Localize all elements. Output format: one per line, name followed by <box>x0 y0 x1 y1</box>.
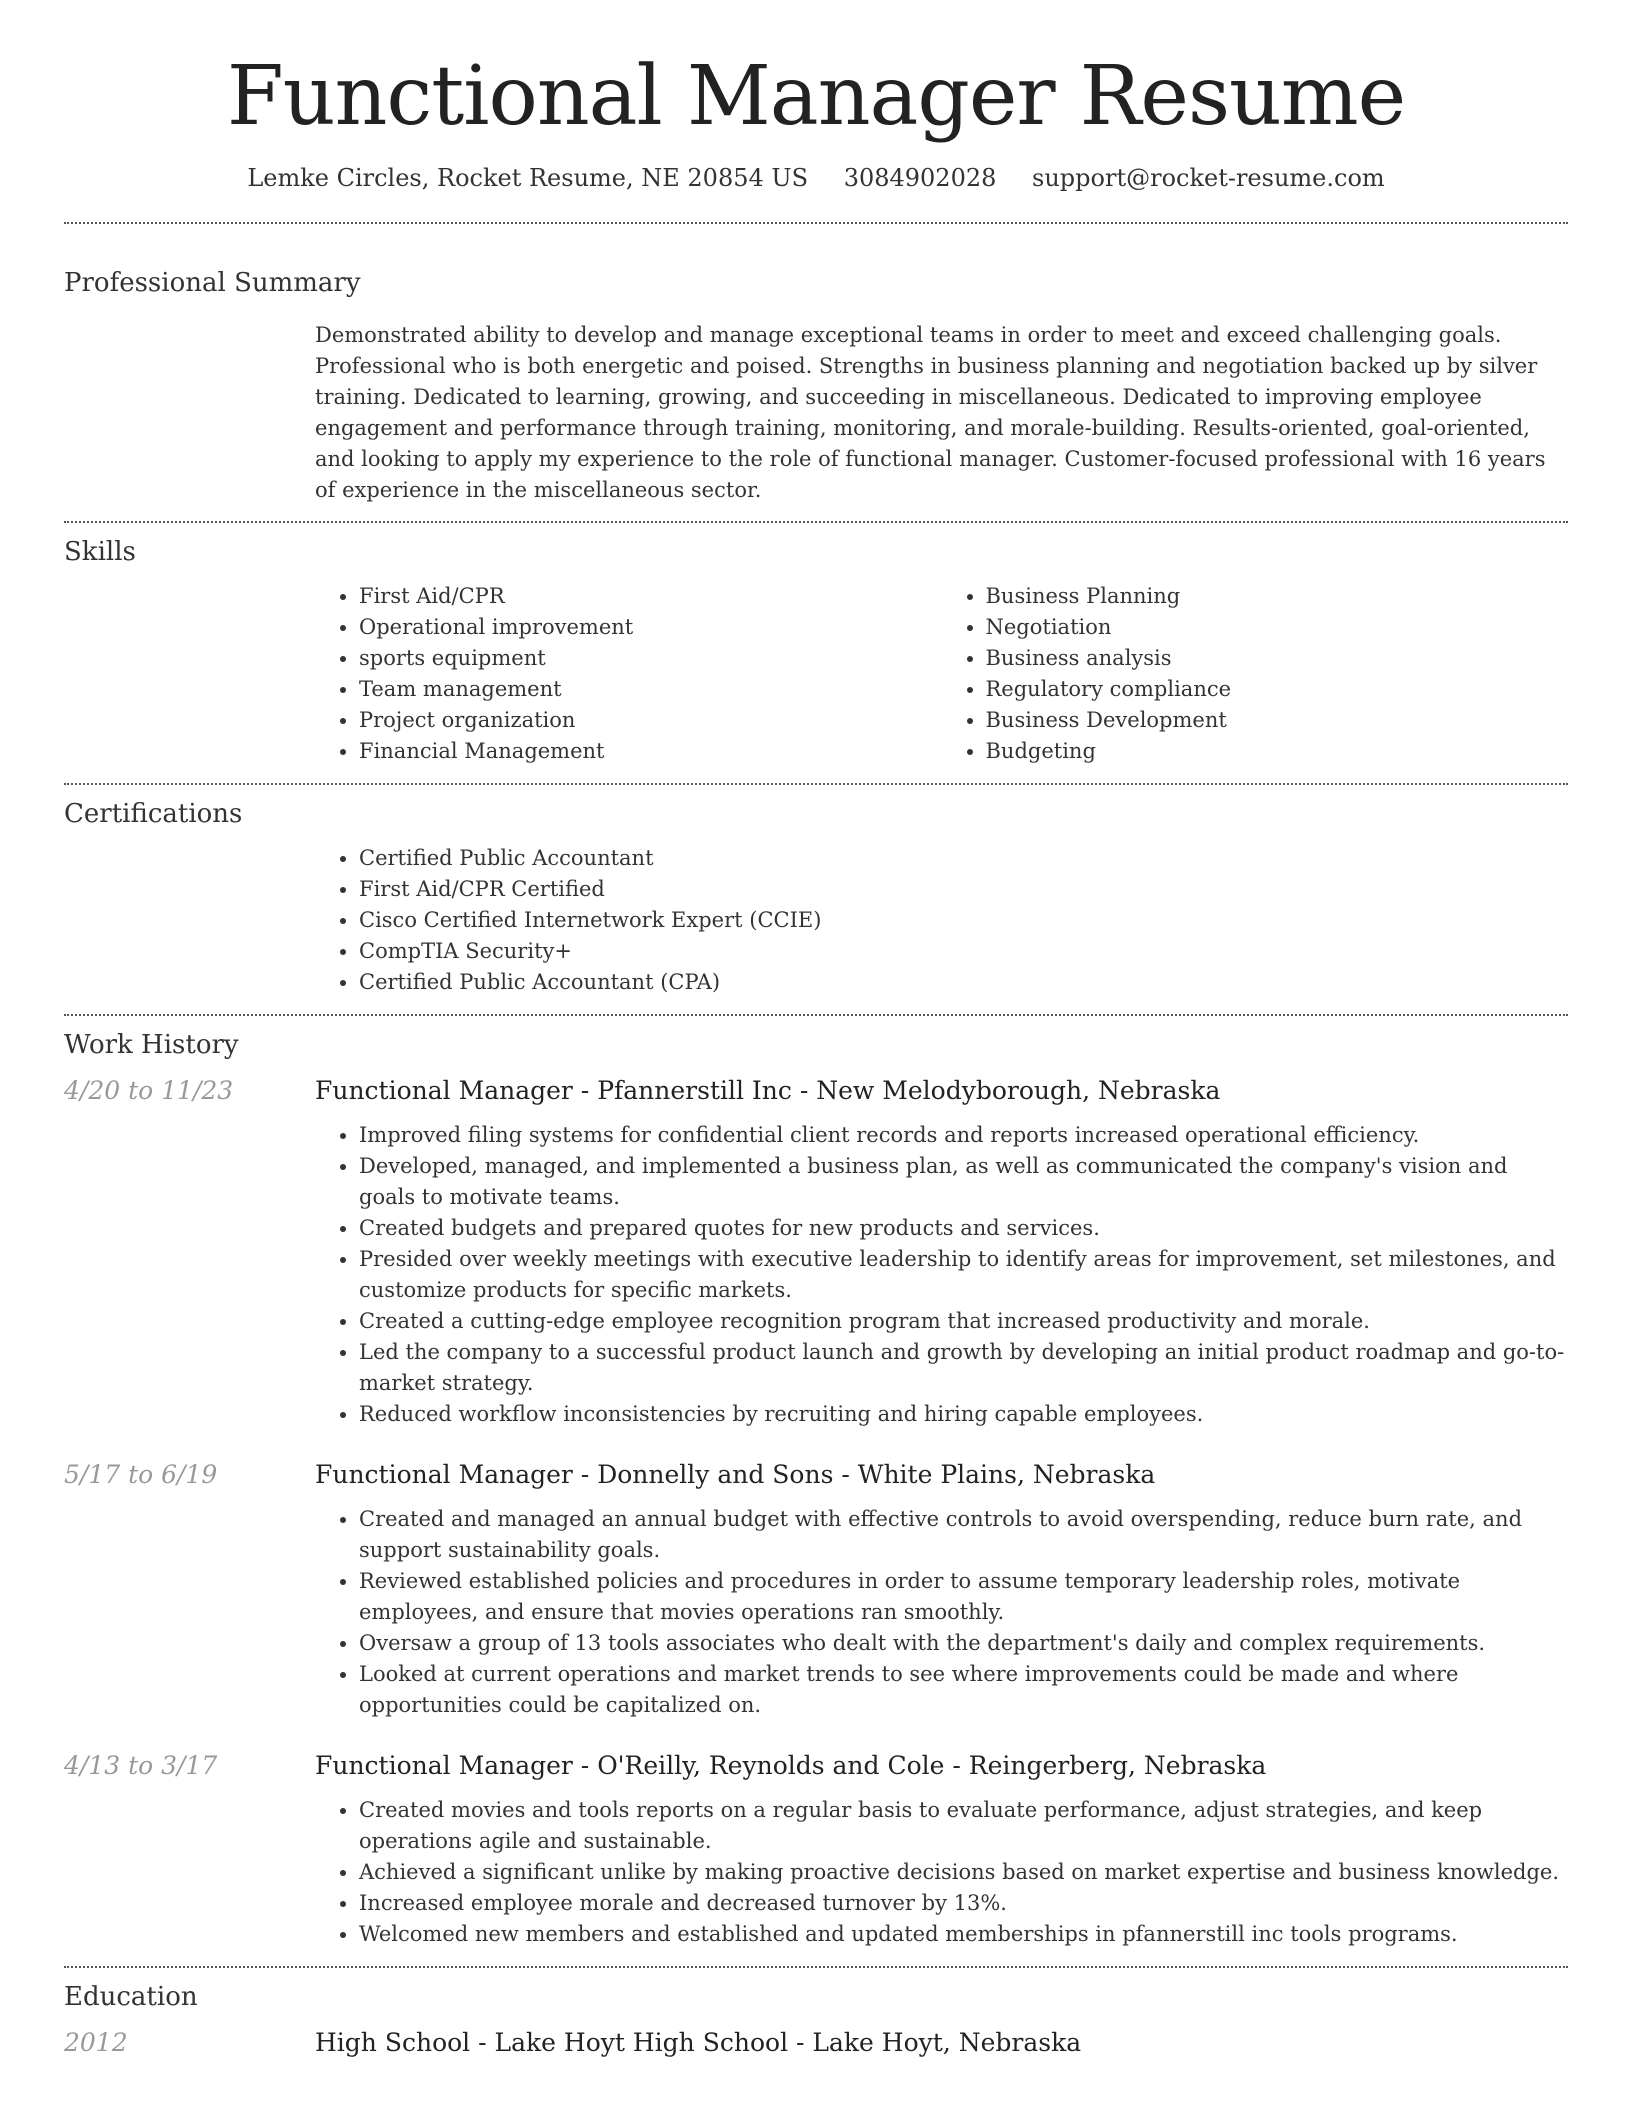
job-entry <box>64 1074 1568 1458</box>
summary-text: Demonstrated ability to develop and manage exceptional teams in order to meet and exceed challenging goals. Professional who is both energetic and poised. Strengths in business planning and negotiation backed up by silver training. Dedicated to learning, growing, and succeeding in miscellaneous. Dedicated to improving employee engagement and performance through training, monitoring, and morale-building. Results-oriented, goal-oriented, and looking to apply my experience to the role of functional manager. Customer-focused professional with 16 years of experience in the miscellaneous sector. <box>315 323 1546 503</box>
certification-item: • CompTIA Security+ <box>359 936 1568 967</box>
job-bullet: • Created movies and tools reports on a regular basis to evaluate performance, adjust strategies, and keep operations agile and sustainable. <box>359 1795 1568 1857</box>
certification-item: • Cisco Certified Internetwork Expert (CCIE) <box>359 905 1568 936</box>
job-bullet: • Led the company to a successful product launch and growth by developing an initial product roadmap and go-to-market strategy. <box>359 1337 1568 1399</box>
job-bullet: • Oversaw a group of 13 tools associates who dealt with the department's daily and complex requirements. <box>359 1628 1568 1659</box>
skills-section <box>64 523 1568 783</box>
skill-item: • Operational improvement <box>359 612 942 643</box>
skill-item: • Project organization <box>359 705 942 736</box>
job-bullet: • Achieved a significant unlike by making proactive decisions based on market expertise and business knowledge. <box>359 1857 1568 1888</box>
contact-address: Lemke Circles, Rocket Resume, NE 20854 US <box>247 164 809 193</box>
job-entry <box>64 1749 1568 1966</box>
section-heading-skills: Skills <box>64 537 136 568</box>
job-bullet: • Increased employee morale and decreased turnover by 13%. <box>359 1888 1568 1919</box>
job-bullets <box>315 1795 1568 1966</box>
skill-item: • Business Development <box>986 705 1569 736</box>
job-dates: 5/17 to 6/19 <box>64 1460 218 1490</box>
section-heading-work-history: Work History <box>64 1030 239 1061</box>
certification-item: • Certified Public Accountant (CPA) <box>359 967 1568 998</box>
education-date: 2012 <box>64 2028 128 2058</box>
work-history-section <box>64 1016 1568 1966</box>
page-title: Functional Manager Resume <box>226 49 1406 144</box>
skill-item: • Business analysis <box>986 643 1569 674</box>
job-bullet: • Created and managed an annual budget with effective controls to avoid overspending, reduce burn rate, and support sustainability goals. <box>359 1504 1568 1566</box>
job-bullet: • Reduced workflow inconsistencies by recruiting and hiring capable employees. <box>359 1399 1568 1430</box>
certifications-section <box>64 785 1568 1014</box>
job-dates: 4/13 to 3/17 <box>64 1751 218 1781</box>
section-heading-certifications: Certifications <box>64 799 243 830</box>
skill-item: • Financial Management <box>359 736 942 767</box>
certifications-list <box>315 843 1568 998</box>
section-heading-education: Education <box>64 1982 198 2013</box>
professional-summary-section <box>64 224 1568 521</box>
skills-list-right <box>942 581 1569 767</box>
job-entry <box>64 1458 1568 1749</box>
job-title: Functional Manager - O'Reilly, Reynolds and Cole - Reingerberg, Nebraska <box>315 1751 1267 1781</box>
skill-item: • sports equipment <box>359 643 942 674</box>
job-bullet: • Created budgets and prepared quotes for new products and services. <box>359 1213 1568 1244</box>
contact-line <box>64 164 1568 192</box>
skill-item: • Budgeting <box>986 736 1569 767</box>
job-bullet: • Presided over weekly meetings with executive leadership to identify areas for improvement, set milestones, and customize products for specific markets. <box>359 1244 1568 1306</box>
skill-item: • Business Planning <box>986 581 1569 612</box>
resume-header <box>64 0 1568 192</box>
skills-list-left <box>315 581 942 767</box>
job-title: Functional Manager - Pfannerstill Inc - New Melodyborough, Nebraska <box>315 1076 1221 1106</box>
job-bullets <box>315 1504 1568 1749</box>
job-bullet: • Improved filing systems for confidential client records and reports increased operational efficiency. <box>359 1120 1568 1151</box>
skill-item: • Regulatory compliance <box>986 674 1569 705</box>
contact-phone: 3084902028 <box>843 164 997 193</box>
job-bullet: • Created a cutting-edge employee recognition program that increased productivity and morale. <box>359 1306 1568 1337</box>
job-bullets <box>315 1120 1568 1458</box>
skill-item: • Team management <box>359 674 942 705</box>
certification-item: • Certified Public Accountant <box>359 843 1568 874</box>
job-title: Functional Manager - Donnelly and Sons - White Plains, Nebraska <box>315 1460 1156 1490</box>
education-title: High School - Lake Hoyt High School - Lake Hoyt, Nebraska <box>315 2028 1082 2058</box>
education-section <box>64 1968 1568 2060</box>
section-heading-summary: Professional Summary <box>64 268 361 299</box>
job-bullet: • Welcomed new members and established and updated memberships in pfannerstill inc tools programs. <box>359 1919 1568 1950</box>
skill-item: • Negotiation <box>986 612 1569 643</box>
job-bullet: • Reviewed established policies and procedures in order to assume temporary leadership roles, motivate employees, and ensure that movies operations ran smoothly. <box>359 1566 1568 1628</box>
job-bullet: • Looked at current operations and market trends to see where improvements could be made and where opportunities could be capitalized on. <box>359 1659 1568 1721</box>
education-entry <box>64 2026 1568 2060</box>
job-dates: 4/20 to 11/23 <box>64 1076 234 1106</box>
job-bullet: • Developed, managed, and implemented a business plan, as well as communicated the company's vision and goals to motivate teams. <box>359 1151 1568 1213</box>
contact-email: support@rocket-resume.com <box>1032 164 1385 193</box>
skill-item: • First Aid/CPR <box>359 581 942 612</box>
certification-item: • First Aid/CPR Certified <box>359 874 1568 905</box>
